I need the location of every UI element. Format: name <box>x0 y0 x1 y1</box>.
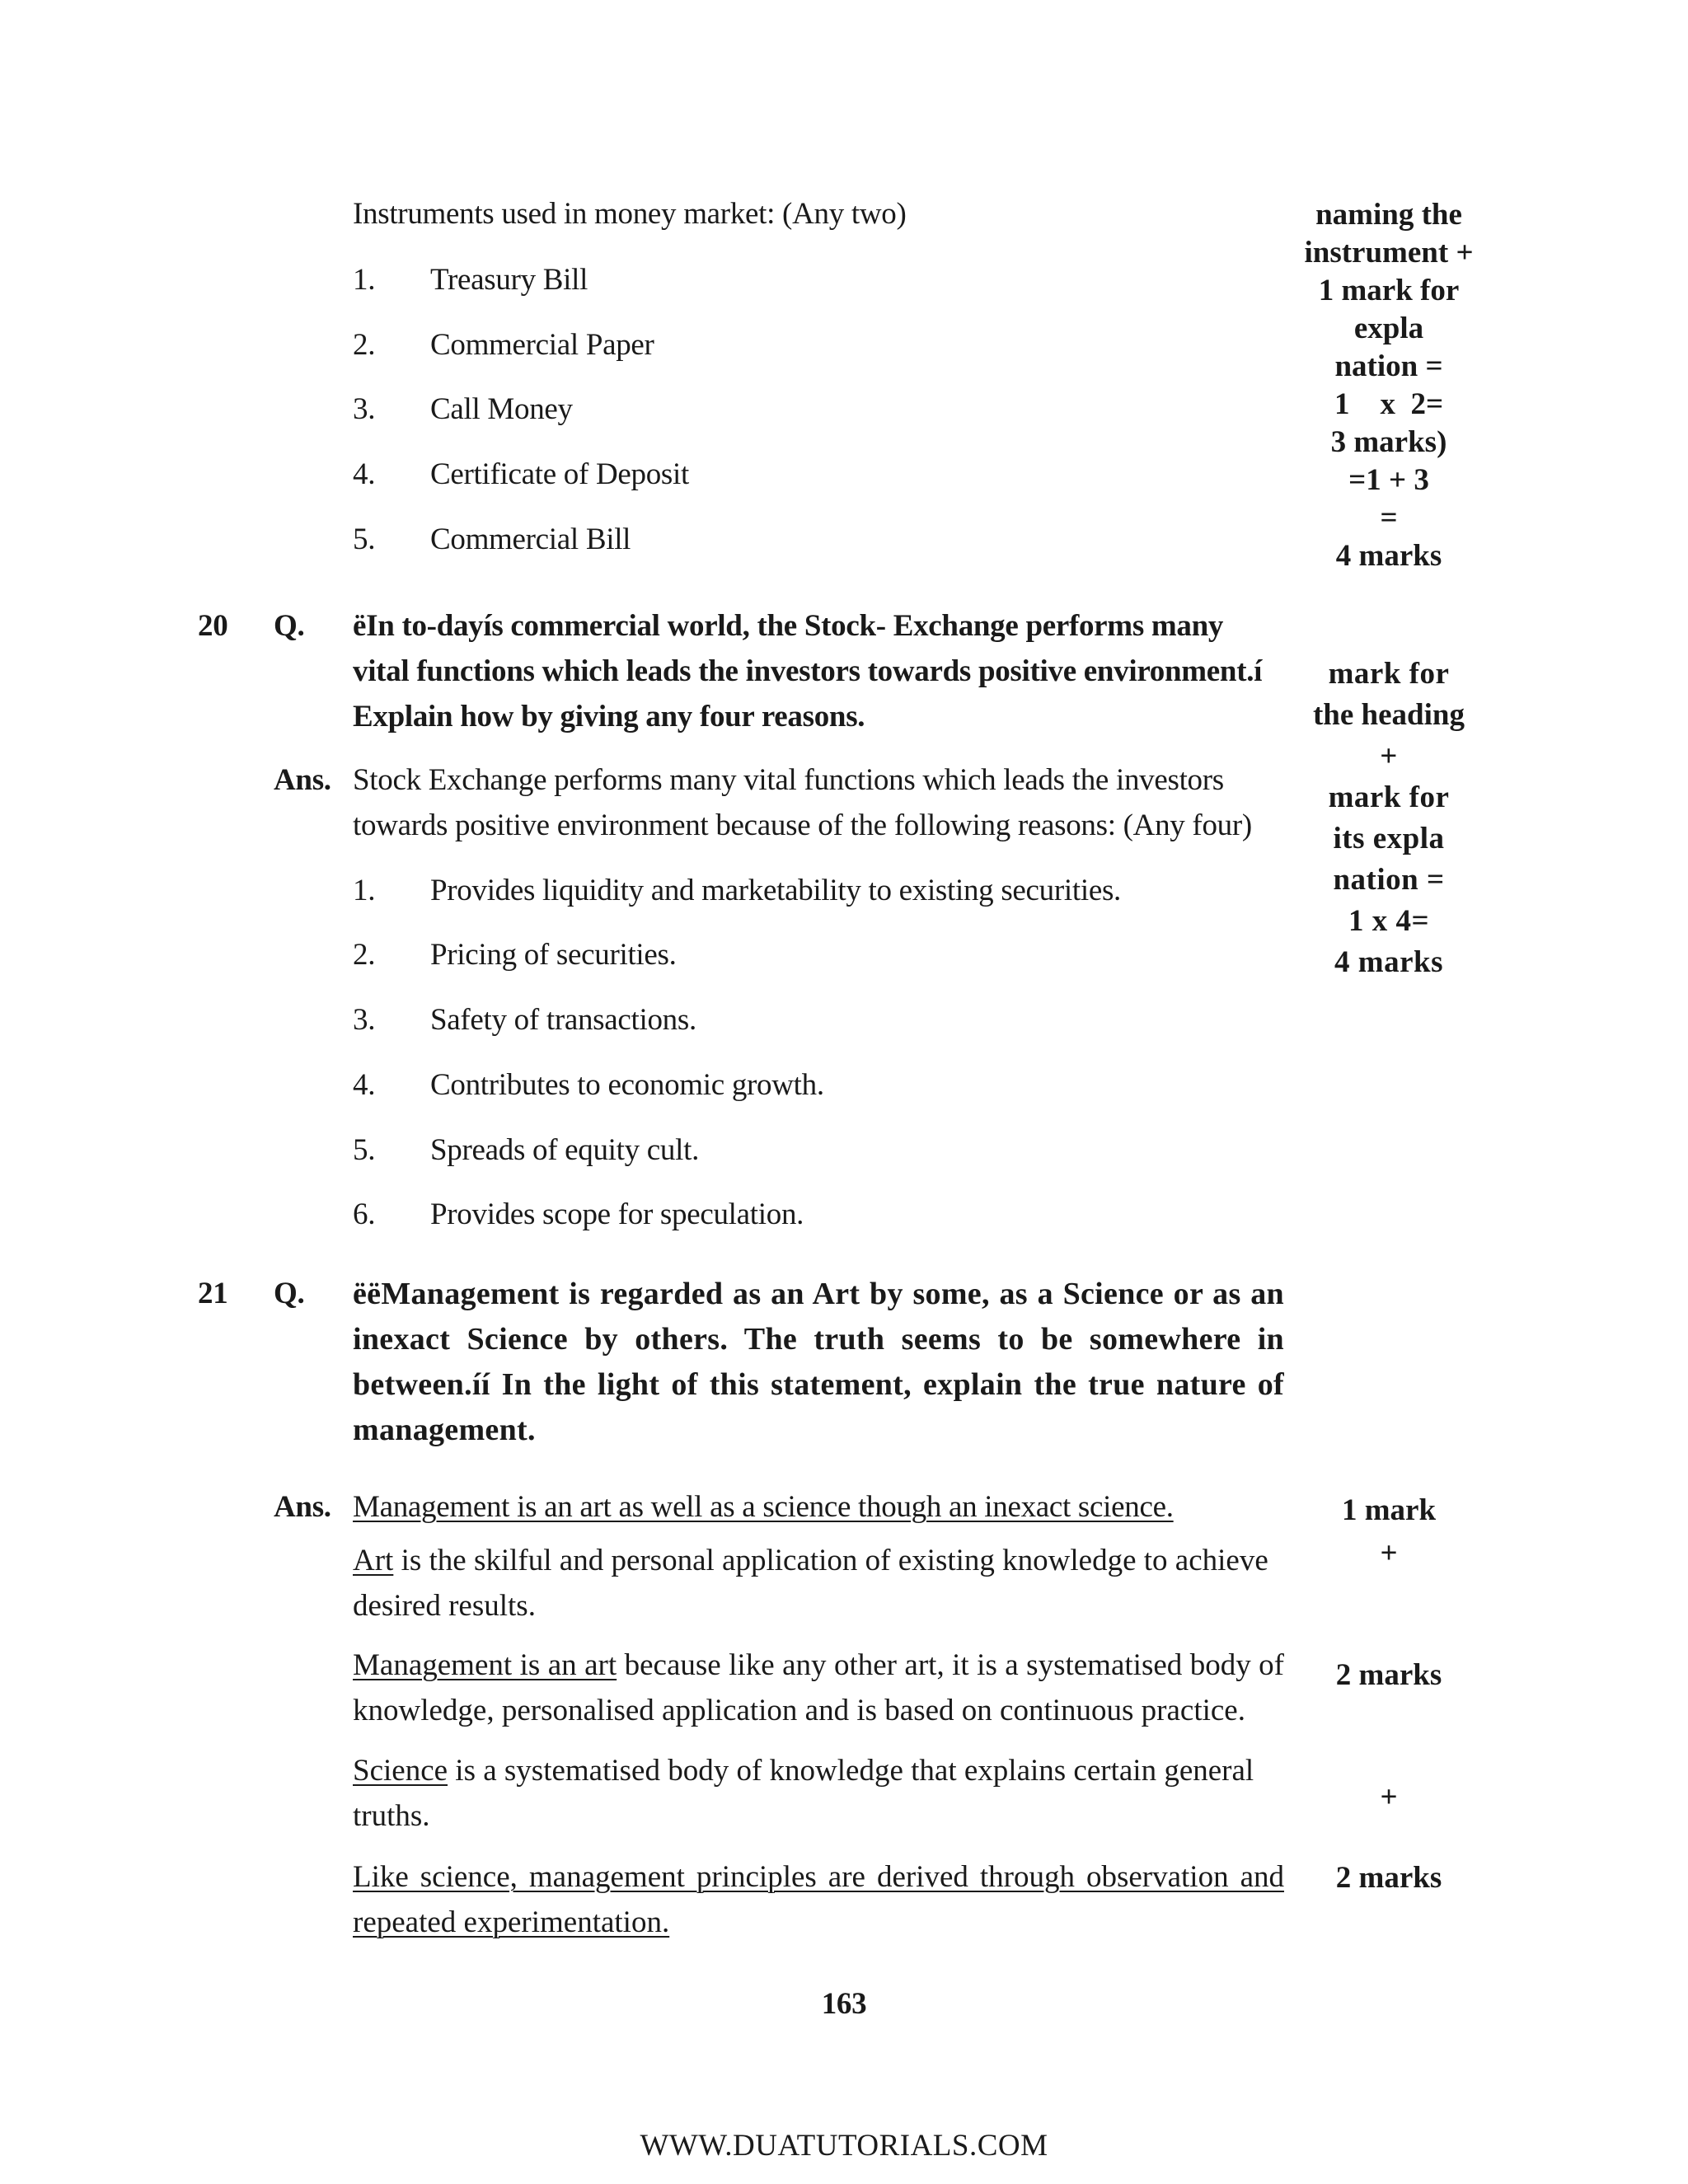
marks-line: the heading <box>1312 698 1465 732</box>
list-item-text: Safety of transactions. <box>430 1003 696 1037</box>
list-item-number: 1. <box>353 263 376 297</box>
question-text-line: ëIn to-dayís commercial world, the Stock- Exchange performs many <box>353 609 1224 643</box>
science-definition <box>353 1748 1284 1839</box>
marks-note-q21-2 <box>1282 1657 1496 1694</box>
marks-line: mark for <box>1328 657 1450 691</box>
marks-line: 1 mark <box>1341 1493 1437 1527</box>
list-item-number: 2. <box>353 938 376 972</box>
marks-line: expla <box>1353 312 1424 345</box>
marks-line: its expla <box>1333 822 1445 855</box>
marks-line: 1 x 2= <box>1334 387 1444 421</box>
answer-label: Ans. <box>274 1490 331 1524</box>
list-item-text: Treasury Bill <box>430 263 588 297</box>
marks-note-q20 <box>1282 654 1496 983</box>
marks-line: =1 + 3 <box>1348 463 1429 497</box>
marks-line: + <box>1380 739 1398 773</box>
answer-text-line: Stock Exchange performs many vital functions which leads the investors <box>353 763 1224 797</box>
list-item-number: 4. <box>353 1068 376 1102</box>
marks-line: 1 mark for <box>1318 274 1460 307</box>
question-text: ëëManagement is regarded as an Art by some, as a Science or as an inexact Science by others. The truth seems to be somewhere in between.íí In the light of this statement, explain the true nature of management. <box>353 1277 1284 1447</box>
science-definition-text: is a systematised body of knowledge that explains certain general truths. <box>353 1754 1254 1833</box>
marks-note-money-market <box>1282 196 1496 575</box>
answer-text-line: towards positive environment because of the following reasons: (Any four) <box>353 808 1252 842</box>
list-item-text: Certificate of Deposit <box>430 457 689 491</box>
art-definition-text: is the skilful and personal application of existing knowledge to achieve desired results. <box>353 1544 1268 1623</box>
list-item-number: 3. <box>353 392 376 426</box>
list-item-text: Provides scope for speculation. <box>430 1197 804 1231</box>
question-label: Q. <box>274 609 305 643</box>
question-label: Q. <box>274 1277 305 1310</box>
marks-line: 2 marks <box>1335 1861 1442 1895</box>
list-item-number: 5. <box>353 523 376 556</box>
art-term: Art <box>353 1544 394 1577</box>
question-text-line: vital functions which leads the investors towards positive environment.í <box>353 654 1263 688</box>
question-number: 20 <box>198 609 228 643</box>
marks-line: = <box>1380 501 1398 535</box>
marks-line: instrument + <box>1304 236 1474 269</box>
marks-note-q21-1 <box>1282 1492 1496 1530</box>
management-art-text: because like any other art, it is a systematised body of knowledge, personalised application and is based on continuous practice. <box>353 1648 1284 1727</box>
marks-line: 2 marks <box>1335 1658 1442 1692</box>
marks-line: nation = <box>1333 863 1445 897</box>
marks-line: mark for <box>1328 780 1450 814</box>
list-item-number: 6. <box>353 1197 376 1231</box>
marks-note-q21-plus2 <box>1282 1779 1496 1816</box>
list-item-text: Commercial Paper <box>430 328 654 362</box>
answer-label: Ans. <box>274 763 331 797</box>
marks-line: naming the <box>1315 198 1462 232</box>
list-item-number: 1. <box>353 874 376 907</box>
list-item-number: 5. <box>353 1133 376 1167</box>
page-number: 163 <box>821 1987 867 2021</box>
science-comparison: Like science, management principles are derived through observation and repeated experimentation. <box>353 1860 1284 1939</box>
list-item-text: Provides liquidity and marketability to existing securities. <box>430 874 1122 907</box>
marks-line: 4 marks <box>1335 539 1442 573</box>
list-item-text: Pricing of securities. <box>430 938 677 972</box>
website-footer: WWW.DUATUTORIALS.COM <box>640 2129 1048 2163</box>
marks-note-q21-3 <box>1282 1859 1496 1897</box>
marks-line: + <box>1380 1536 1398 1570</box>
marks-line: 3 marks) <box>1330 425 1447 459</box>
question-text-line: Explain how by giving any four reasons. <box>353 700 865 733</box>
list-item-number: 4. <box>353 457 376 491</box>
marks-line: 1 x 4= <box>1348 904 1430 938</box>
list-item-text: Contributes to economic growth. <box>430 1068 824 1102</box>
list-item-number: 3. <box>353 1003 376 1037</box>
art-definition <box>353 1538 1284 1629</box>
marks-line: + <box>1380 1780 1398 1814</box>
marks-line: 4 marks <box>1334 945 1443 979</box>
question-number: 21 <box>198 1277 228 1310</box>
science-term: Science <box>353 1754 448 1788</box>
list-item-number: 2. <box>353 328 376 362</box>
management-art-explanation <box>353 1643 1284 1733</box>
marks-note-q21-plus1 <box>1282 1535 1496 1572</box>
money-market-intro: Instruments used in money market: (Any two) <box>353 197 907 231</box>
list-item-text: Spreads of equity cult. <box>430 1133 700 1167</box>
marks-line: nation = <box>1334 349 1443 383</box>
management-art-term: Management is an art <box>353 1648 617 1682</box>
list-item-text: Commercial Bill <box>430 523 631 556</box>
list-item-text: Call Money <box>430 392 573 426</box>
answer-statement: Management is an art as well as a science though an inexact science. <box>353 1490 1174 1524</box>
